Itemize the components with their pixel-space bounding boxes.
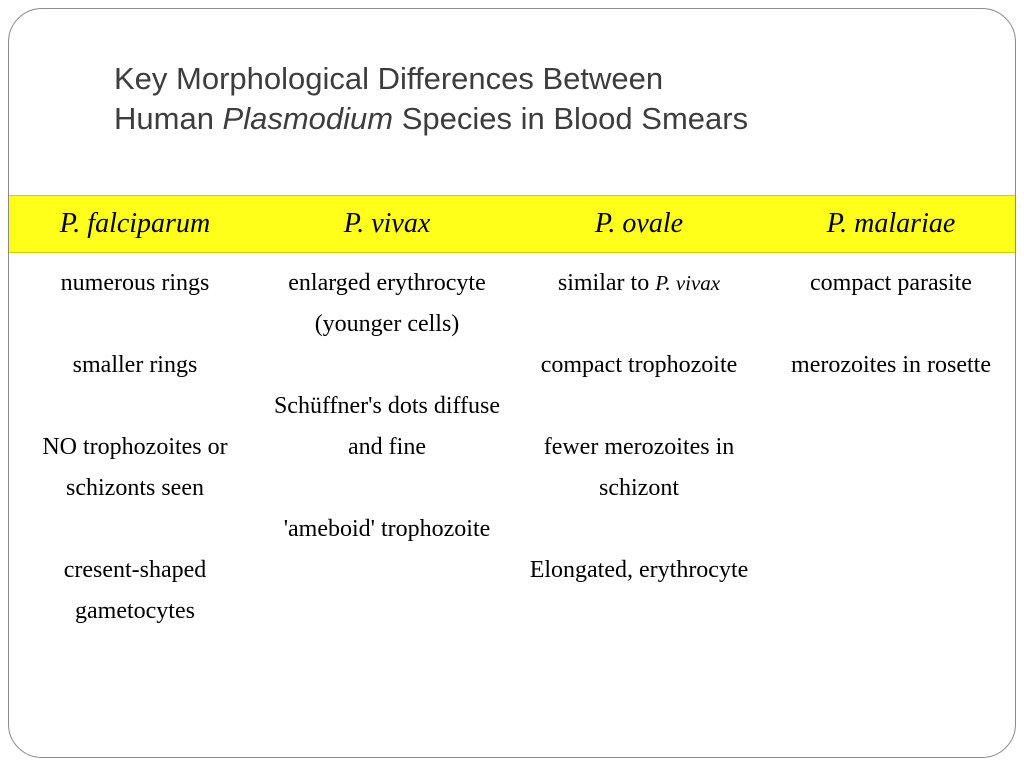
ovale-feature-4: Elongated, erythrocyte (529, 557, 749, 583)
table-body (9, 253, 1016, 633)
header-vivax: P. vivax (261, 196, 513, 253)
malariae-feature-2: merozoites in rosette (791, 352, 991, 378)
header-falciparum: P. falciparum (9, 196, 261, 253)
cell-vivax (261, 253, 513, 633)
falciparum-feature-1: numerous rings (60, 270, 210, 296)
ovale-feature-3: fewer merozoites in schizont (543, 434, 735, 501)
title-genus-italic: Plasmodium (222, 101, 394, 136)
ovale-feature-1 (517, 263, 761, 304)
malariae-feature-1: compact parasite (810, 270, 972, 296)
slide-frame (8, 8, 1016, 758)
title-line-2-suffix: Species in Blood Smears (393, 101, 749, 136)
header-row (9, 196, 1016, 253)
ovale-feature-2: compact trophozoite (540, 352, 738, 378)
cell-falciparum (9, 253, 261, 633)
cell-malariae (765, 253, 1016, 633)
header-malariae: P. malariae (765, 196, 1016, 253)
table-header (9, 196, 1016, 253)
ovale-feature-1-prefix: similar to (557, 270, 656, 296)
falciparum-feature-4: cresent-shaped gametocytes (63, 557, 207, 624)
title-line-1: Key Morphological Differences Between (114, 61, 664, 96)
vivax-feature-2: Schüffner's dots diffuse and fine (273, 393, 501, 460)
header-ovale: P. ovale (513, 196, 765, 253)
cell-ovale (513, 253, 765, 633)
falciparum-feature-3: NO trophozoites or schizonts seen (42, 434, 228, 501)
vivax-feature-3: 'ameboid' trophozoite (283, 516, 491, 542)
title-line-2 (114, 99, 974, 139)
title-line-2-prefix: Human (114, 101, 223, 136)
falciparum-feature-2: smaller rings (72, 352, 198, 378)
species-comparison-table (9, 195, 1016, 632)
slide-title (114, 59, 974, 139)
comparison-table-wrapper (9, 195, 1016, 632)
table-row (9, 253, 1016, 633)
vivax-feature-1: enlarged erythrocyte (younger cells) (288, 270, 486, 337)
ovale-feature-1-italic: P. vivax (655, 271, 721, 295)
